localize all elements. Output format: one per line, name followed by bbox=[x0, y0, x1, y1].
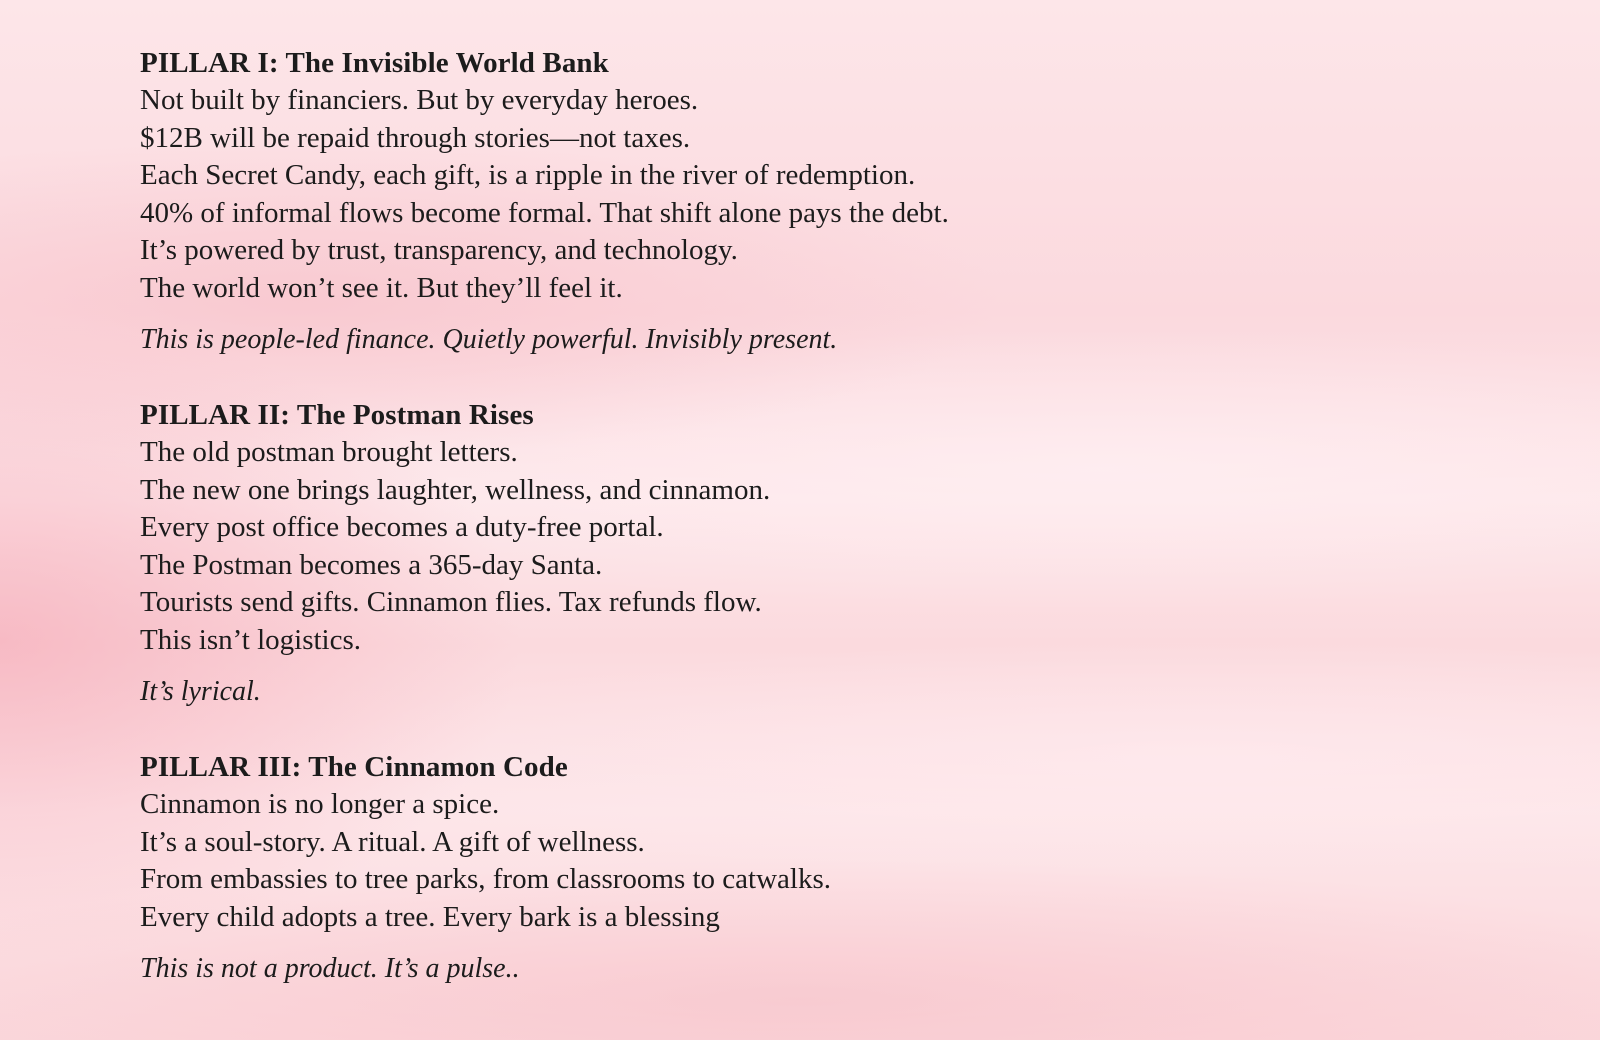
document-page bbox=[140, 44, 1520, 1025]
body-line: This isn’t logistics. bbox=[140, 623, 362, 656]
pillar-body bbox=[140, 786, 1520, 936]
pillar-1 bbox=[140, 44, 1520, 358]
body-line: It’s powered by trust, transparency, and technology. bbox=[140, 234, 738, 266]
pillar-body bbox=[140, 434, 1520, 659]
body-line: Each Secret Candy, each gift, is a ripple in the river of redemption. bbox=[140, 159, 916, 191]
body-line: It’s a soul-story. A ritual. A gift of wellness. bbox=[140, 825, 645, 858]
pillar-tagline: This is people-led finance. Quietly powerful. Invisibly present. bbox=[140, 324, 838, 355]
pillar-tagline: It’s lyrical. bbox=[140, 676, 261, 707]
body-line: $12B will be repaid through stories—not taxes. bbox=[140, 121, 691, 154]
body-line: The world won’t see it. But they’ll feel it. bbox=[140, 271, 623, 304]
body-line: Not built by financiers. But by everyday heroes. bbox=[140, 84, 699, 116]
pillar-tagline: This is not a product. It’s a pulse.. bbox=[140, 953, 520, 984]
pillar-3 bbox=[140, 748, 1520, 987]
body-line: Cinnamon is no longer a spice. bbox=[140, 788, 500, 820]
body-line: Tourists send gifts. Cinnamon flies. Tax refunds flow. bbox=[140, 586, 762, 618]
body-line: The Postman becomes a 365-day Santa. bbox=[140, 548, 603, 581]
body-line: From embassies to tree parks, from classrooms to catwalks. bbox=[140, 863, 832, 895]
pillar-title: PILLAR III: The Cinnamon Code bbox=[140, 751, 568, 783]
body-line: The old postman brought letters. bbox=[140, 436, 518, 468]
body-line: The new one brings laughter, wellness, and cinnamon. bbox=[140, 473, 771, 506]
body-line: 40% of informal flows become formal. That shift alone pays the debt. bbox=[140, 196, 949, 229]
pillar-2 bbox=[140, 396, 1520, 710]
body-line: Every child adopts a tree. Every bark is a blessing bbox=[140, 900, 720, 933]
pillar-title: PILLAR II: The Postman Rises bbox=[140, 399, 534, 431]
body-line: Every post office becomes a duty-free portal. bbox=[140, 511, 664, 543]
pillar-body bbox=[140, 82, 1520, 307]
pillar-title: PILLAR I: The Invisible World Bank bbox=[140, 47, 609, 79]
